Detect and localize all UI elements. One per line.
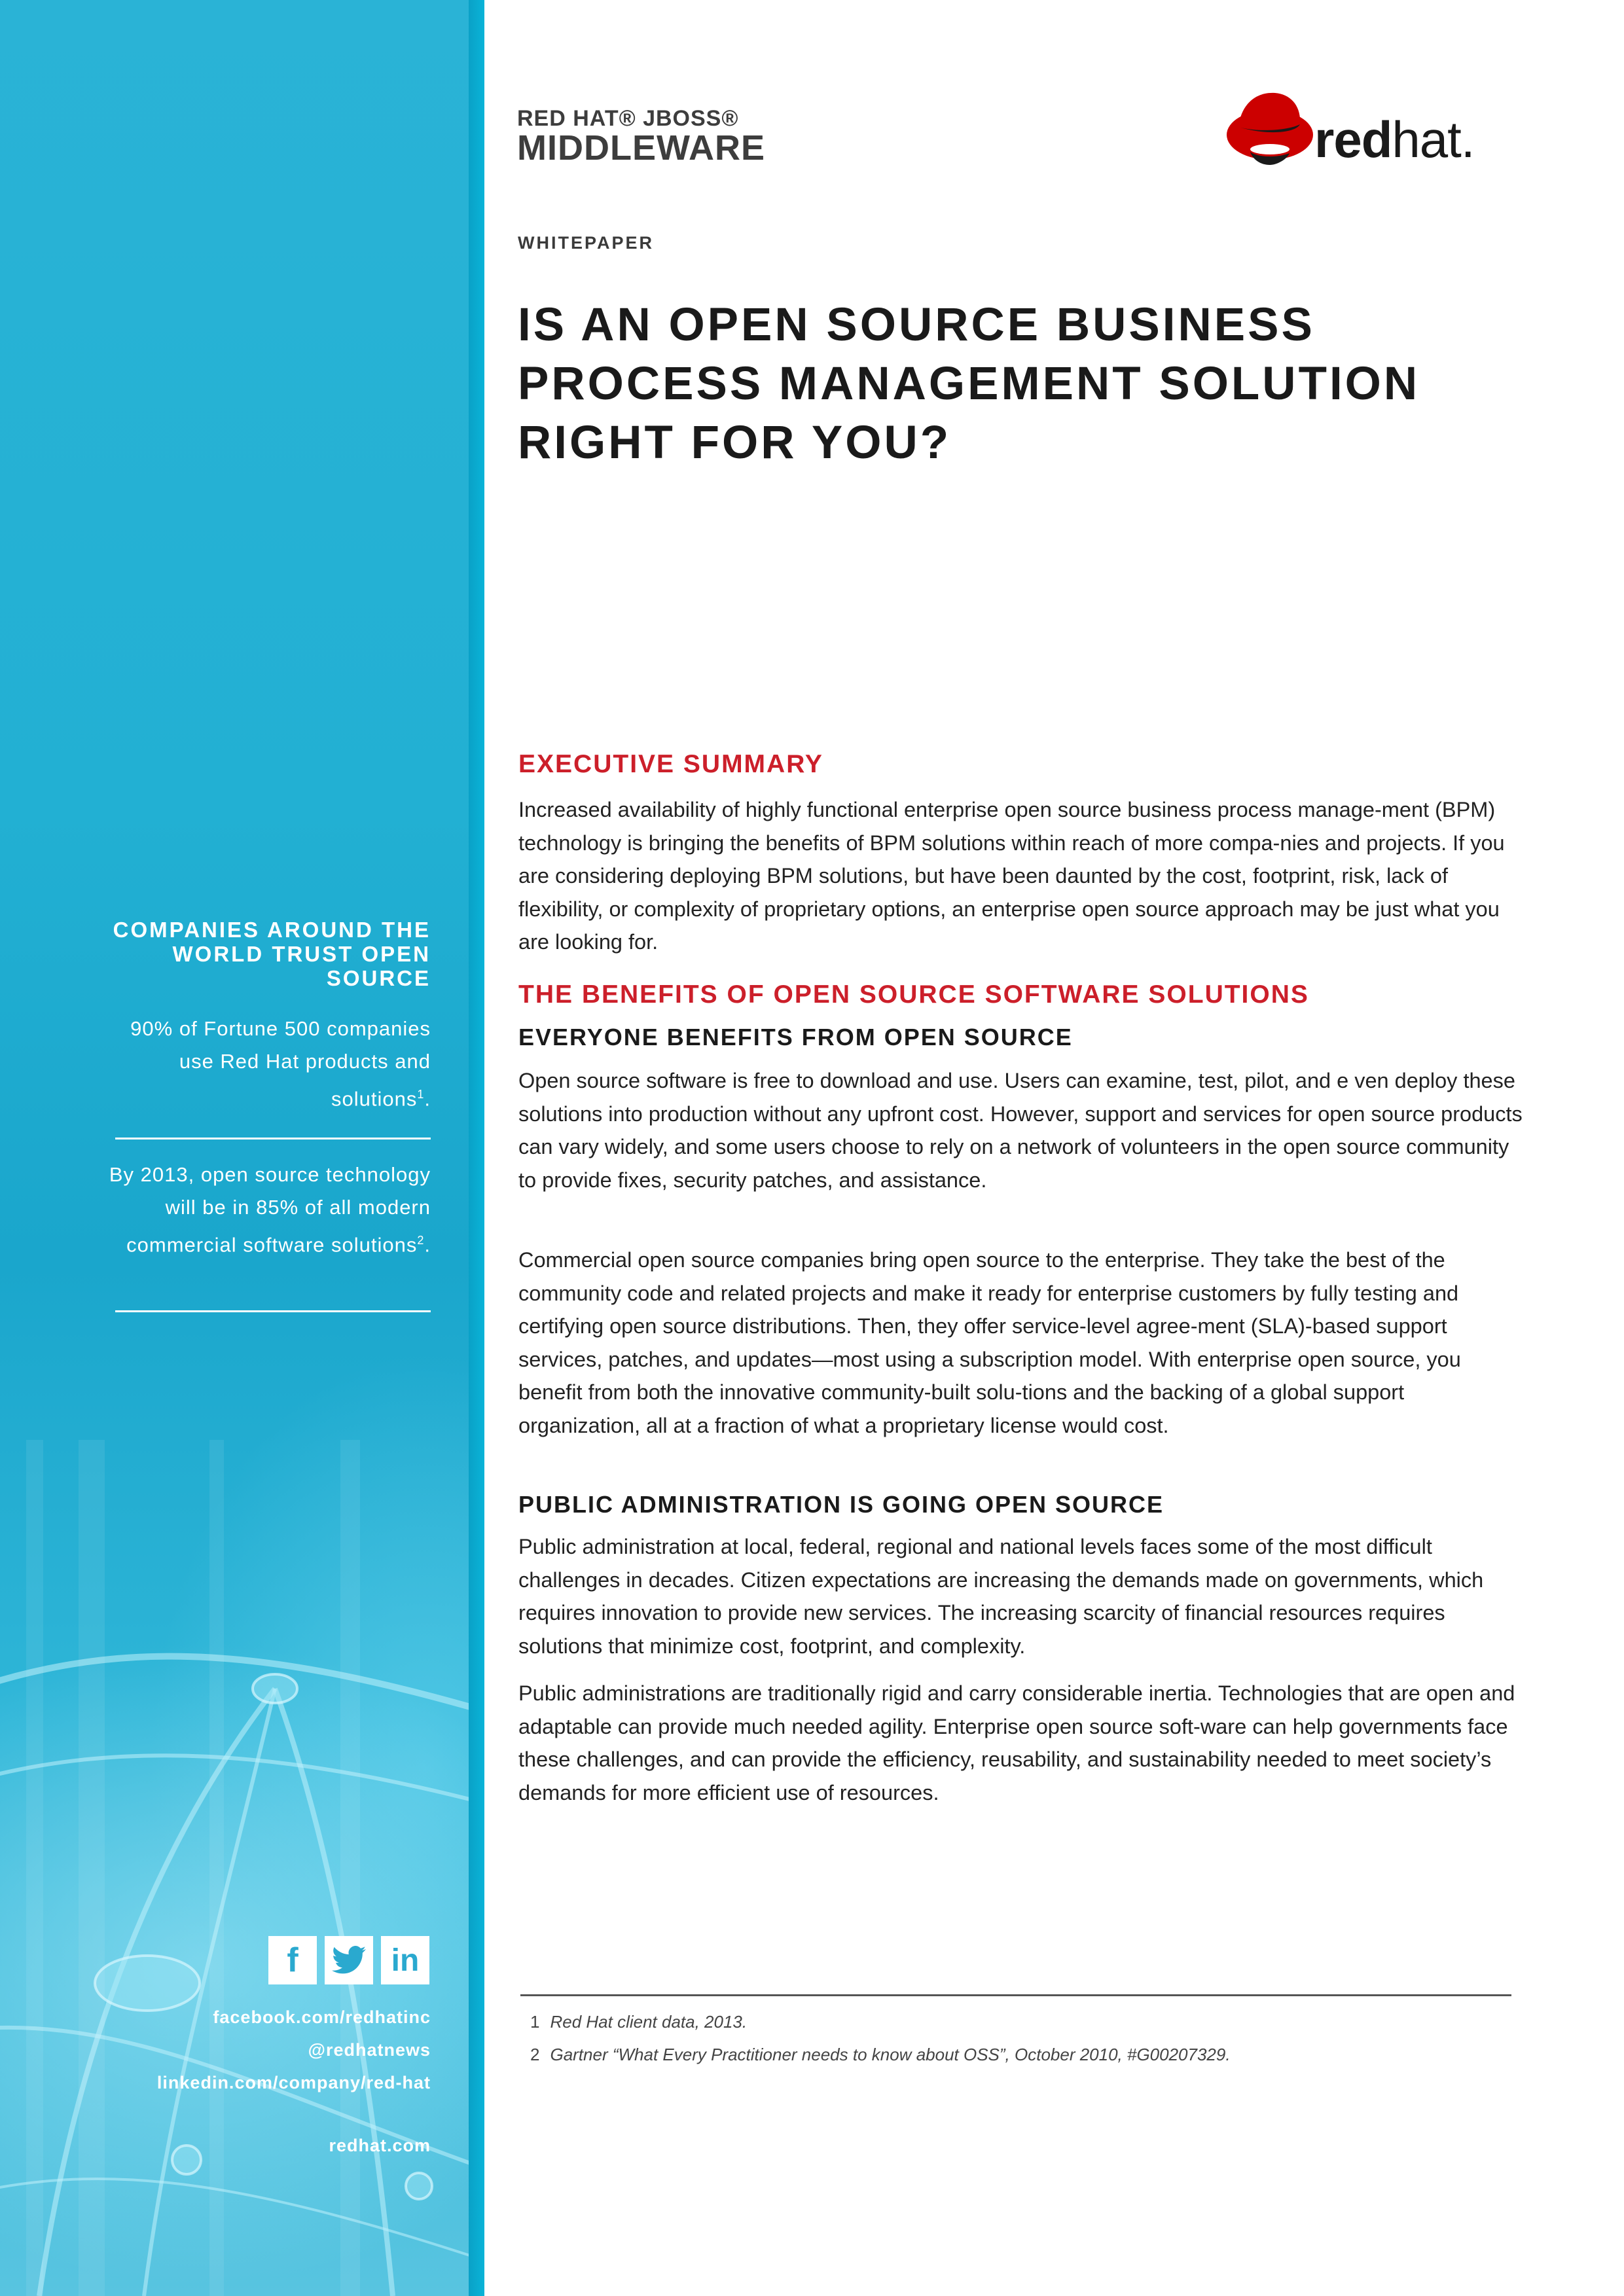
footnote-number: 2 [530, 2045, 540, 2064]
jboss-logo-line2: MIDDLEWARE [517, 128, 765, 168]
twitter-icon[interactable] [325, 1936, 373, 1984]
linkedin-link[interactable]: linkedin.com/company/red-hat [156, 2073, 431, 2092]
executive-summary-heading: EXECUTIVE SUMMARY [518, 750, 823, 778]
footnote-text: Red Hat client data, 2013. [550, 2012, 748, 2032]
bird-glyph [332, 1946, 366, 1975]
wordmark-red: red [1314, 111, 1392, 168]
wordmark-hat: hat. [1392, 111, 1475, 168]
twitter-link[interactable]: @redhatnews [308, 2040, 431, 2060]
footnote-divider [520, 1994, 1511, 1996]
benefits-paragraph-1: Open source software is free to download and use. Users can examine, test, pilot, and e ven deploy these solutions into production without any upfront cost. However, support and services for open source products can vary widely, and some users choose to rely on a network of volunteers in the open source community to provide fixes, security patches, and assistance. [518, 1069, 1523, 1192]
footnote-1 [530, 2012, 747, 2032]
footnote-ref: 2 [417, 1234, 425, 1247]
linkedin-icon[interactable]: in [381, 1936, 429, 1984]
footnote-2 [530, 2045, 1231, 2065]
sidebar [0, 0, 484, 2296]
jboss-logo-line1: RED HAT® JBOSS® [517, 106, 739, 131]
redhat-shadowman-icon [1224, 84, 1316, 175]
sidebar-divider [115, 1138, 431, 1139]
footnote-ref: 1 [417, 1088, 425, 1101]
sidebar-divider [115, 1310, 431, 1312]
benefits-heading: THE BENEFITS OF OPEN SOURCE SOFTWARE SOLUTIONS [518, 980, 1309, 1009]
website-link[interactable]: redhat.com [329, 2136, 431, 2155]
executive-summary-paragraph: Increased availability of highly functional enterprise open source business process manage-ment (BPM) technology is bringing the benefits of BPM solutions within reach of more compa-nies and projects. If you are considering deploying BPM solutions, but have been daunted by the cost, footprint, risk, lack of flexibility, or complexity of proprietary options, an enterprise open source approach may be just what you are looking for. [518, 798, 1505, 954]
public-admin-paragraph-1: Public administration at local, federal, regional and national levels faces some of the most difficult challenges in decades. Citizen expectations are increasing the demands made on governments, which requires innovation to provide new services. The increasing scarcity of financial resources requires solutions that minimize cost, footprint, and complexity. [518, 1535, 1484, 1658]
facebook-link[interactable]: facebook.com/redhatinc [213, 2007, 431, 2027]
jboss-middleware-logo [517, 106, 765, 166]
network-background-graphic [0, 1440, 484, 2296]
facebook-icon[interactable]: f [268, 1936, 317, 1984]
benefits-paragraph-2: Commercial open source companies bring open source to the enterprise. They take the best of the community code and related projects and make it ready for enterprise customers by fully testing and certifying open source distributions. Then, they offer service-level agree-ment (SLA)-based support services, patches, and updates—most using a subscription model. With enterprise open source, you benefit from both the innovative community-built solu-tions and the backing of a global support organization, all at a fraction of what a proprietary license would cost. [518, 1248, 1461, 1437]
fact-text: By 2013, open source technology will be in 85% of all modern commercial software solutions [109, 1163, 431, 1257]
sidebar-heading: COMPANIES AROUND THE WORLD TRUST OPEN SOURCE [113, 918, 431, 990]
footnote-text: Gartner “What Every Practitioner needs to know about OSS”, October 2010, #G00207329. [550, 2045, 1231, 2064]
redhat-wordmark [1314, 110, 1475, 170]
document-type-label: WHITEPAPER [518, 233, 655, 253]
fact-text: 90% of Fortune 500 companies use Red Hat products and solutions [130, 1017, 431, 1111]
public-administration-subheading: PUBLIC ADMINISTRATION IS GOING OPEN SOURCE [518, 1491, 1164, 1518]
footnote-number: 1 [530, 2012, 540, 2032]
sidebar-fact-fortune500: 90% of Fortune 500 companies use Red Hat products and solutions$^1$. [130, 1017, 431, 1111]
sidebar-fact-2013: By 2013, open source technology will be in 85% of all modern commercial software solutions$^2$. [109, 1163, 431, 1257]
public-admin-paragraph-2: Public administrations are traditionally rigid and carry considerable inertia. Technologies that are open and adaptable can provide much needed agility. Enterprise open source soft-ware can help governments face these challenges, and can provide the efficiency, reusability, and sustainability needed to meet society’s demands for more efficient use of resources. [518, 1681, 1515, 1804]
sidebar-edge-strip [469, 0, 484, 2296]
everyone-benefits-subheading: EVERYONE BENEFITS FROM OPEN SOURCE [518, 1024, 1073, 1050]
document-title: IS AN OPEN SOURCE BUSINESS PROCESS MANAGEMENT SOLUTION RIGHT FOR YOU? [518, 299, 1420, 469]
